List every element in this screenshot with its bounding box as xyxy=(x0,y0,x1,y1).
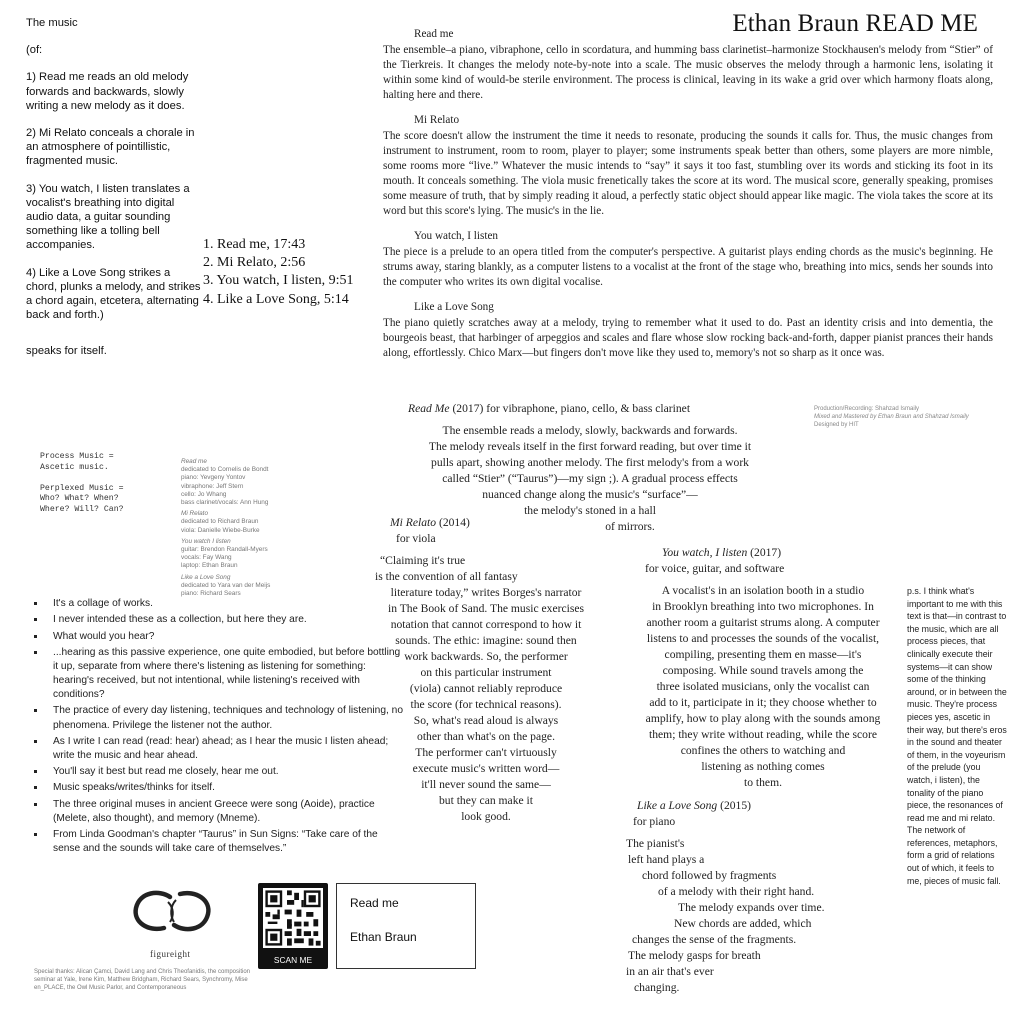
poem-subtitle: (2014) xyxy=(438,516,470,529)
poem-line: A vocalist's in an isolation booth in a studio xyxy=(661,584,865,597)
poem-line: chord followed by fragments xyxy=(642,869,777,882)
poem-mirelato xyxy=(366,553,606,825)
poem-subtitle: (2015) xyxy=(720,799,752,812)
poem-title-love xyxy=(633,798,752,830)
intro-line: The music xyxy=(26,17,78,29)
card-artist: Ethan Braun xyxy=(350,930,417,944)
production-credits xyxy=(814,405,994,429)
intro-line: 1) Read me reads an old melody forwards and backwards, slowly writing a new melody as it does. xyxy=(26,71,189,112)
poem-subtitle: (2017) for vibraphone, piano, cello, & bass clarinet xyxy=(452,402,691,415)
bullet-item: The three original muses in ancient Greece were song (Aoide), practice (Melete, also thought), and memory (Mneme). xyxy=(33,798,403,826)
intro-line: 4) Like a Love Song strikes a chord, plunks a melody, and strikes a chord again, etcetera, alternating back and forth.) xyxy=(26,266,201,322)
poem-title: Read Me xyxy=(408,402,450,415)
intro-line: 3) You watch, I listen translates a vocalist's breathing into digital audio data, a guitar sounding something like a tolling bell accompanies. xyxy=(26,182,190,252)
track-list xyxy=(203,236,354,309)
poem-line: look good. xyxy=(461,810,511,823)
track-item: 1. Read me, 17:43 xyxy=(203,237,306,252)
dedication-line: vibraphone: Jeff Stern xyxy=(181,482,244,490)
poem-line: “Claiming it's true xyxy=(380,554,466,567)
poem-line: them; they write without reading, while the score xyxy=(649,728,877,741)
poem-line: notation that cannot correspond to how it xyxy=(390,618,582,631)
poem-title-youwatch xyxy=(645,545,785,577)
poem-line: amplify, how to play along with the sounds among xyxy=(645,712,881,725)
mono-equation: Process Music = Ascetic music. Perplexed Music = Who? What? When? Where? Will? Can? xyxy=(40,452,124,514)
poem-instrument: for piano xyxy=(633,815,676,828)
poem-line: listens to and processes the sounds of the vocalist, xyxy=(646,632,880,645)
poem-line: left hand plays a xyxy=(628,853,705,866)
poem-line: on this particular instrument xyxy=(420,666,552,679)
poem-title: Mi Relato xyxy=(390,516,437,529)
qr-code-block[interactable] xyxy=(258,883,328,969)
poem-line: other than what's on the page. xyxy=(417,730,555,743)
bullet-item: I never intended these as a collection, but here they are. xyxy=(33,613,403,627)
postscript: p.s. I think what's important to me with this text is that—in contrast to the music, which are all process pieces, that clinically execute their systems—it can show some of the thinking around, or in between the music. They're process pieces yes, ascetic in their way, but there's eros in the sound and theater of them, in the voyeurism of the prelude (you watch, i listen), the tonality of the piano piece, the resonances of read me and mi relato. The network of references, metaphors, form a grid of relations out of which, it feels to me, pieces of music fall. xyxy=(907,586,1007,886)
poem-line: confines the others to watching and xyxy=(680,744,846,757)
logo-wordmark: figureight xyxy=(150,949,191,959)
poem-line: to them. xyxy=(744,776,782,789)
poem-line: in an air that's ever xyxy=(626,965,714,978)
dedication-line: viola: Danielle Wiebe-Burke xyxy=(181,526,260,534)
dedication-block xyxy=(181,458,311,507)
dedication-line: vocals: Fay Wang xyxy=(181,554,232,562)
poem-line: (viola) cannot reliably reproduce xyxy=(409,682,563,695)
dedication-title: Mi Relato xyxy=(181,510,208,518)
dedication-block xyxy=(181,510,311,535)
poem-line: the melody's stoned in a hall xyxy=(524,504,656,517)
dedication-line: bass clarinet/vocals: Ann Hung xyxy=(181,499,269,507)
dedication-line: piano: Richard Sears xyxy=(181,590,241,598)
bullet-list xyxy=(33,597,403,858)
poem-line: The performer can't virtuously xyxy=(415,746,557,759)
dedication-block xyxy=(181,574,311,599)
note-body: The score doesn't allow the instrument the time it needs to resonate, producing the sounds it calls for. Thus, the music changes from instrument to instrument, room to room, player to player; some instruments speak better than others, some players are more nimble, some rooms more “live.” Whatever the music intends to “say” it says it too fast, stumbling over its words and sticking its foot in its mouth. It conceals something. The viola music frenetically takes the score at its word. The musical score, generally speaking, promises some measure of truth, that by simply reading it aloud, a perfectly static object should appear like magic. The viola takes the score at its word but this score's lying. The music's in the lie. xyxy=(383,130,993,217)
poem-line: in The Book of Sand. The music exercises xyxy=(388,602,584,615)
poem-line: pulls apart, showing another melody. The first melody's from a work xyxy=(431,456,749,469)
program-notes xyxy=(383,27,993,371)
special-thanks: Special thanks: Alican Çamci, David Lang and Chris Theofanidis, the composition seminar at Yale, Irene Kim, Matthew Bridgham, Richard Sears, Synchromy, Mise en_PLACE, the Owl Music Parlor, and Contemporaneous xyxy=(34,969,251,991)
poem-youwatch xyxy=(612,583,914,791)
dedication-line: dedicated to Cornelis de Bondt xyxy=(181,466,269,474)
intro-line: 2) Mi Relato conceals a chorale in an atmosphere of pointillistic, fragmented music. xyxy=(26,127,195,168)
dedication-line: dedicated to Richard Braun xyxy=(181,518,259,526)
poem-line: compiling, presenting them en masse—it's xyxy=(664,648,862,661)
qr-code-icon xyxy=(263,888,323,948)
poem-line: changes the sense of the fragments. xyxy=(632,933,797,946)
intro-line: speaks for itself. xyxy=(26,345,107,358)
dedication-line: guitar: Brendon Randall-Myers xyxy=(181,546,268,554)
dedication-title: Read me xyxy=(181,458,207,465)
credit-line: Designed by HIT xyxy=(814,422,859,428)
poem-line: the score (for technical reasons). xyxy=(410,698,562,711)
note-heading: Mi Relato xyxy=(414,114,460,126)
credit-line: Production/Recording: Shahzad Ismaily xyxy=(814,406,920,412)
dedication-line: cello: Jo Whang xyxy=(181,490,227,498)
track-item: 4. Like a Love Song, 5:14 xyxy=(203,291,349,307)
bullet-item: It's a collage of works. xyxy=(33,597,403,611)
poem-line: New chords are added, which xyxy=(674,917,812,930)
dedication-line: piano: Yevgeny Yontov xyxy=(181,474,246,482)
poem-line: it'll never sound the same— xyxy=(421,778,551,791)
credit-line: Mixed and Mastered by Ethan Braun and Shahzad Ismaily xyxy=(814,414,969,420)
poem-line: add to it, participate in it; they choose whether to xyxy=(649,696,877,709)
poem-line: The pianist's xyxy=(626,837,685,850)
poem-line: another room a guitarist strums along. A computer xyxy=(646,616,880,629)
note-heading: Like a Love Song xyxy=(414,301,494,313)
poem-instrument: for voice, guitar, and software xyxy=(645,562,785,575)
track-item: 2. Mi Relato, 2:56 xyxy=(203,255,306,271)
dedication-block xyxy=(181,538,311,571)
poem-line: of mirrors. xyxy=(605,520,655,533)
poem-title: You watch, I listen xyxy=(662,546,748,559)
poem-line: changing. xyxy=(634,981,680,994)
poem-line: The ensemble reads a melody, slowly, backwards and forwards. xyxy=(442,424,738,437)
scan-me-label: SCAN ME xyxy=(273,955,313,965)
bullet-item: You'll say it best but read me closely, hear me out. xyxy=(33,765,403,779)
dedication-title: Like a Love Song xyxy=(181,573,231,581)
bullet-item: From Linda Goodman's chapter “Taurus” in Sun Signs: “Take care of the sense and the sounds will take care of themselves.” xyxy=(33,828,403,856)
poem-line: listening as nothing comes xyxy=(701,760,825,773)
bullet-item: What would you hear? xyxy=(33,630,403,644)
poem-subtitle: (2017) xyxy=(750,546,782,559)
bullet-item: As I write I can read (read: hear) ahead; as I hear the music I listen ahead; write the music and hear ahead. xyxy=(33,735,403,763)
intro-text xyxy=(26,16,204,372)
card-album-title: Read me xyxy=(350,896,399,910)
poem-line: execute music's written word— xyxy=(412,762,560,775)
track-item: 3. You watch, I listen, 9:51 xyxy=(203,273,354,289)
poem-line: three isolated musicians, only the vocalist can xyxy=(656,680,870,693)
dedication-line: laptop: Ethan Braun xyxy=(181,562,238,570)
poem-line: literature today,” writes Borges's narrator xyxy=(390,586,582,599)
intro-line: (of: xyxy=(26,44,43,57)
poem-title-readme xyxy=(408,401,690,417)
poem-line: So, what's read aloud is always xyxy=(413,714,559,727)
poem-line: The melody gasps for breath xyxy=(628,949,761,962)
note-heading: You watch, I listen xyxy=(414,230,499,242)
album-card xyxy=(336,883,476,969)
poem-title: Like a Love Song xyxy=(637,799,718,812)
dedications xyxy=(181,458,311,601)
poem-line: The melody reveals itself in the first forward reading, but over time it xyxy=(428,440,752,453)
note-body: The piano quietly scratches away at a melody, trying to remember what it used to do. Past an identity crisis and into dementia, the bourgeois beast, that harbinger of arpeggios and scales and flare whose slow rocking back-and-forth, dapper pianist prances their hands along, effortlessly. Chico Marx—but fingers don't move like they used to, memory's not so sharp as it once was. xyxy=(383,317,993,359)
poem-line: of a melody with their right hand. xyxy=(658,885,815,898)
dedication-line: dedicated to Yara van der Meijs xyxy=(181,581,271,589)
poem-line: composing. While sound travels among the xyxy=(662,664,864,677)
bullet-item: Music speaks/writes/thinks for itself. xyxy=(33,781,403,795)
note-body: The piece is a prelude to an opera titled from the computer's perspective. A guitarist plays ending chords as the music's beginning. He strums away, staring blankly, as a computer listens to a vocalist at the front of the stage who, breathing into mics, sends her sounds into the computer who writes its own digital vocalise. xyxy=(383,246,993,288)
poem-title-mirelato xyxy=(390,515,470,547)
note-heading: Read me xyxy=(414,28,454,40)
poem-love xyxy=(626,836,926,996)
poem-line: The melody expands over time. xyxy=(678,901,825,914)
poem-line: is the convention of all fantasy xyxy=(375,570,518,583)
poem-line: sounds. The ethic: imagine: sound then xyxy=(395,634,577,647)
poem-instrument: for viola xyxy=(396,532,436,545)
figureight-logo xyxy=(130,888,214,934)
page-title: Ethan Braun READ ME xyxy=(732,10,978,37)
bullet-item: ...hearing as this passive experience, one quite embodied, but before bottling it up, separate from where there's listening as listening for something: hearing's received, but not intentional, while listening's received with conditions? xyxy=(33,646,403,702)
poem-line: but they can make it xyxy=(438,794,533,807)
poem-line: called “Stier” (“Taurus”)—my sign ;). A gradual process effects xyxy=(442,472,738,485)
note-body: The ensemble–a piano, vibraphone, cello in scordatura, and humming bass clarinetist–harmonize Stockhausen's melody from “Stier” of the Tierkreis. It changes the melody note-by-note into a scale. The music observes the melody through a harmonic lens, isolating it within some kind of would-be sterile environment. The process is clinical, leaving in its wake a grid over which harmony floats along, halting here and there. xyxy=(383,44,993,101)
poem-line: nuanced change along the music's “surface”— xyxy=(482,488,698,501)
poem-line: in Brooklyn breathing into two microphones. In xyxy=(652,600,874,613)
dedication-title: You watch I listen xyxy=(181,537,231,545)
bullet-item: The practice of every day listening, techniques and technology of listening, no phenomena. Privilege the listener not the author. xyxy=(33,704,403,732)
poem-line: work backwards. So, the performer xyxy=(404,650,568,663)
